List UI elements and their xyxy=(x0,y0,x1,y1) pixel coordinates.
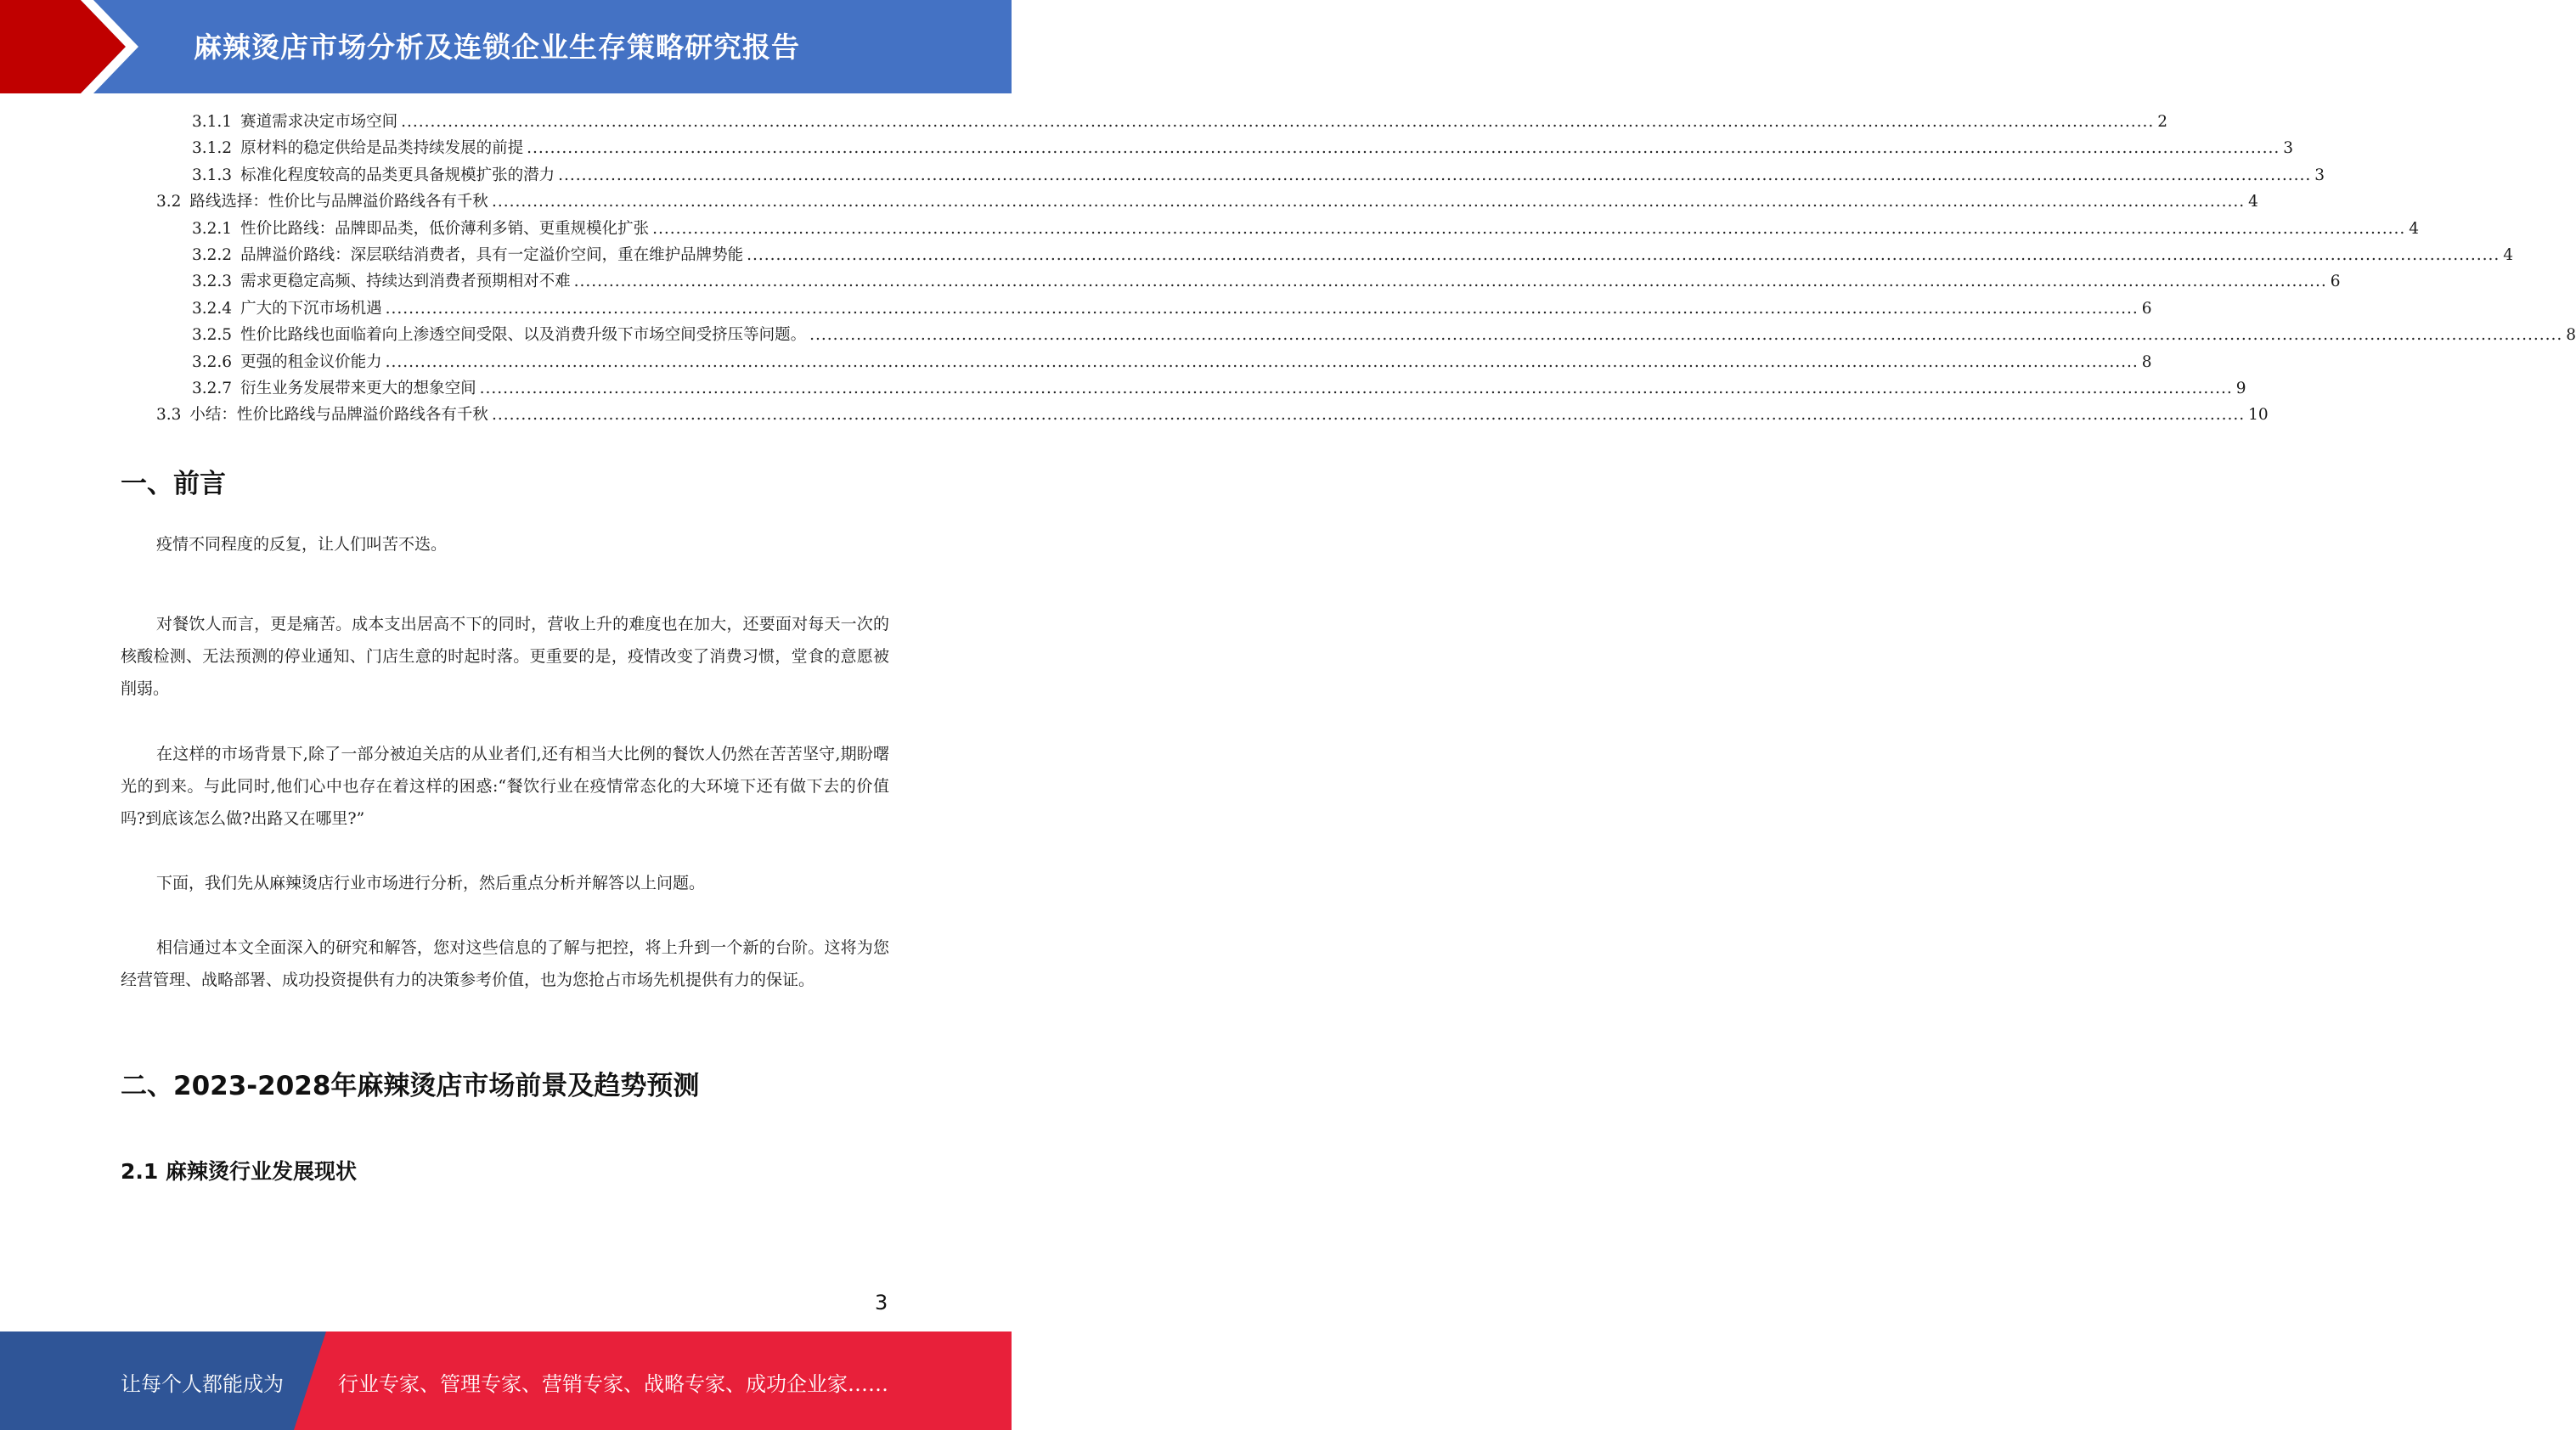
toc-entry-number: 3.2.7 xyxy=(192,380,233,397)
toc-entry-page: 3 xyxy=(2314,166,2325,184)
toc-leader-dots: ............................................................................................................................................................................................................................................................................................................ xyxy=(491,406,2246,425)
toc-entry[interactable] xyxy=(192,135,2294,161)
footer-banner xyxy=(0,1331,1012,1430)
page-number: 3 xyxy=(875,1291,888,1315)
toc-entry-number: 3.2.3 xyxy=(192,273,233,291)
toc-entry-number: 3.2 xyxy=(156,193,182,211)
toc-entry-title: 原材料的稳定供给是品类持续发展的前提 xyxy=(240,139,524,158)
toc-leader-dots: ............................................................................................................................................................................................................................................................................................................ xyxy=(558,166,2312,184)
toc-entry-title: 需求更稳定高频、持续达到消费者预期相对不难 xyxy=(240,273,571,291)
toc-entry[interactable] xyxy=(192,375,2246,402)
toc-entry-number: 3.3 xyxy=(156,406,182,425)
toc-entry-page: 4 xyxy=(2503,246,2514,264)
toc-entry-page: 3 xyxy=(2283,139,2294,158)
toc-entry[interactable] xyxy=(192,109,2168,135)
toc-leader-dots: ............................................................................................................................................................................................................................................................................................................ xyxy=(491,193,2246,211)
report-title: 麻辣烫店市场分析及连锁企业生存策略研究报告 xyxy=(194,31,800,64)
toc-leader-dots: ............................................................................................................................................................................................................................................................................................................ xyxy=(652,219,2406,238)
toc-entry-number: 3.2.4 xyxy=(192,299,233,318)
subsection-heading: 2.1 麻辣烫行业发展现状 xyxy=(121,1159,357,1184)
toc-entry-title: 广大的下沉市场机遇 xyxy=(240,299,382,318)
toc-entry[interactable] xyxy=(192,242,2514,268)
section-heading-preface: 一、前言 xyxy=(121,469,226,499)
toc-entry-page: 4 xyxy=(2248,193,2258,211)
toc-entry-page: 8 xyxy=(2141,352,2152,371)
toc-entry-title: 路线选择：性价比与品牌溢价路线各有千秋 xyxy=(189,193,488,211)
toc-entry-page: 8 xyxy=(2566,326,2576,345)
toc-entry-page: 6 xyxy=(2330,273,2341,291)
toc-entry-number: 3.2.2 xyxy=(192,246,233,264)
toc-entry-title: 标准化程度较高的品类更具备规模扩张的潜力 xyxy=(240,166,555,184)
toc-entry-title: 小结：性价比路线与品牌溢价路线各有千秋 xyxy=(189,406,488,425)
toc-entry-number: 3.2.5 xyxy=(192,326,233,345)
toc-entry[interactable] xyxy=(192,296,2152,322)
paragraph: 在这样的市场背景下,除了一部分被迫关店的从业者们,还有相当大比例的餐饮人仍然在苦苦坚守,期盼曙光的到来。与此同时,他们心中也存在着这样的困惑:“餐饮行业在疫情常态化的大环境下还有做下去的价值吗?到底该怎么做?出路又在哪里?” xyxy=(121,745,889,828)
paragraph: 下面，我们先从麻辣烫店行业市场进行分析，然后重点分析并解答以上问题。 xyxy=(156,874,706,892)
toc-entry-title: 品牌溢价路线：深层联结消费者，具有一定溢价空间，重在维护品牌势能 xyxy=(240,246,744,264)
toc-leader-dots: ............................................................................................................................................................................................................................................................................................................ xyxy=(479,380,2233,397)
toc-leader-dots: ............................................................................................................................................................................................................................................................................................................ xyxy=(747,246,2500,264)
header-banner xyxy=(0,0,1012,93)
section-heading-forecast: 二、2023-2028年麻辣烫店市场前景及趋势预测 xyxy=(121,1071,700,1101)
toc-entry[interactable] xyxy=(192,322,2576,348)
toc-leader-dots: ............................................................................................................................................................................................................................................................................................................ xyxy=(401,113,2155,131)
toc-entry-page: 9 xyxy=(2235,380,2246,397)
toc-leader-dots: ............................................................................................................................................................................................................................................................................................................ xyxy=(385,299,2139,318)
toc-entry[interactable] xyxy=(156,189,2258,215)
toc-entry[interactable] xyxy=(192,268,2341,295)
toc-leader-dots: ............................................................................................................................................................................................................................................................................................................ xyxy=(809,326,2563,345)
toc-entry-page: 2 xyxy=(2157,113,2168,131)
toc-entry-page: 10 xyxy=(2248,406,2269,425)
toc-entry-number: 3.1.1 xyxy=(192,113,233,131)
paragraph: 相信通过本文全面深入的研究和解答，您对这些信息的了解与把控，将上升到一个新的台阶。这将为您经营管理、战略部署、成功投资提供有力的决策参考价值，也为您抢占市场先机提供有力的保证。 xyxy=(121,938,889,989)
toc-entry-number: 3.2.6 xyxy=(192,352,233,371)
footer-slogan-left: 让每个人都能成为 xyxy=(121,1372,284,1396)
toc-entry[interactable] xyxy=(192,162,2325,189)
footer-slogan-right: 行业专家、管理专家、营销专家、战略专家、成功企业家…… xyxy=(338,1372,888,1396)
toc-entry-number: 3.1.3 xyxy=(192,166,233,184)
toc-entry[interactable] xyxy=(192,349,2152,375)
toc-leader-dots: ............................................................................................................................................................................................................................................................................................................ xyxy=(573,273,2327,291)
paragraph: 对餐饮人而言，更是痛苦。成本支出居高不下的同时，营收上升的难度也在加大，还要面对每天一次的核酸检测、无法预测的停业通知、门店生意的时起时落。更重要的是，疫情改变了消费习惯，堂食的意愿被削弱。 xyxy=(121,615,889,698)
toc-entry-page: 6 xyxy=(2141,299,2152,318)
toc-entry[interactable] xyxy=(156,402,2269,428)
toc-entry-title: 衍生业务发展带来更大的想象空间 xyxy=(240,380,476,397)
toc-entry-title: 更强的租金议价能力 xyxy=(240,352,382,371)
toc-entry-title: 性价比路线：品牌即品类，低价薄利多销、更重规模化扩张 xyxy=(240,219,650,238)
toc-entry-page: 4 xyxy=(2409,219,2420,238)
toc-leader-dots: ............................................................................................................................................................................................................................................................................................................ xyxy=(385,352,2139,371)
toc-entry-title: 性价比路线也面临着向上渗透空间受限、以及消费升级下市场空间受挤压等问题。 xyxy=(240,326,807,345)
toc-entry-number: 3.2.1 xyxy=(192,219,233,238)
toc-entry-number: 3.1.2 xyxy=(192,139,233,158)
toc-entry[interactable] xyxy=(192,216,2420,242)
toc-entry-title: 赛道需求决定市场空间 xyxy=(240,113,398,131)
header-arrow-decoration xyxy=(0,0,136,93)
toc-leader-dots: ............................................................................................................................................................................................................................................................................................................ xyxy=(527,139,2280,158)
paragraph: 疫情不同程度的反复，让人们叫苦不迭。 xyxy=(156,535,448,554)
